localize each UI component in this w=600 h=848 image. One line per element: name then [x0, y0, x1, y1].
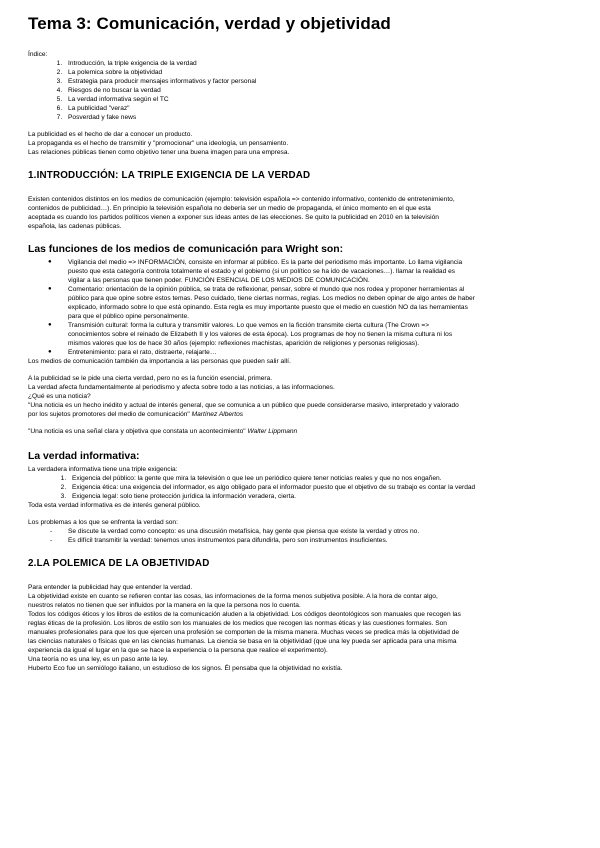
section-2-body: [28, 583, 576, 673]
definition-line: La publicidad es el hecho de dar a conocer un producto.: [28, 131, 193, 138]
index-item: 5. La verdad informativa según el TC: [64, 95, 576, 104]
function-line: ● Comentario: orientación de la opinión pública, se trata de reflexionar, pensar, sobre el mundo que nos rodea y proponer herramientas al: [68, 286, 465, 293]
paragraph-line: experiencia da igual el lugar en la que se hace la experiencia o la persona que realice el experimento).: [28, 647, 328, 654]
function-item: [68, 285, 576, 321]
paragraph-line: Una teoría no es una ley, es un paso ante la ley.: [28, 656, 169, 663]
quote-line: [28, 427, 576, 436]
paragraph-line: contenidos de publicidad…). En principio la televisión española no debería ser un medio de propaganda, el único momento en el que esta: [28, 205, 431, 212]
function-line: vigilar a las personas que tienen poder. FUNCIÓN ESENCIAL DE LOS MEDIOS DE COMUNICACIÓN.: [68, 277, 370, 284]
function-line: público para que opine sobre estos temas. Peso cuidado, tiene ciertas normas, reglas. Los medios no deben opinar de algo antes de haber: [68, 295, 475, 302]
paragraph-line: española, las cadenas públicas.: [28, 223, 122, 230]
index-label: Índice:: [28, 51, 48, 58]
paragraph-line: las ciencias naturales o físicas que en las ciencias humanas. La ciencia se basa en la objetividad (que una ley pueda ser aplicada para una misma: [28, 638, 457, 645]
index-item: 2. La polemica sobre la objetividad: [64, 68, 576, 77]
function-item: [68, 321, 576, 348]
function-item: [68, 258, 576, 285]
exigencia-item: 2. Exigencia ética: una exigencia del informador, es algo obligado para el informador puesto que el objetivo de su trabajo es contar la verdad: [68, 483, 576, 492]
paragraph-line: La objetividad existe en cuanto se refieren contar las cosas, las informaciones de la forma menos subjetiva posible. A la hora de contar algo,: [28, 593, 438, 600]
index-item: 1. Introducción, la triple exigencia de la verdad: [64, 59, 576, 68]
function-line: para que el público opine personalmente.: [68, 313, 189, 320]
paragraph-line: A la publicidad se le pide una cierta verdad, pero no es la función esencial, primera.: [28, 375, 273, 382]
verdad-informativa-block: [28, 465, 576, 545]
definition-line: La propaganda es el hecho de transmitir y "promocionar" una ideología, un pensamiento.: [28, 140, 289, 147]
paragraph-line: ¿Qué es una noticia?: [28, 393, 91, 400]
paragraph-line: La verdad afecta fundamentalmente al periodismo y afecta sobre todo a las noticias, a las informaciones.: [28, 384, 335, 391]
quote-line: [28, 410, 576, 419]
paragraph-line: Los medios de comunicación también da importancia a las personas que pueden salir allí.: [28, 358, 291, 365]
functions-heading: Las funciones de los medios de comunicación para Wright son:: [28, 244, 344, 255]
exigencia-item: 1. Exigencia del público: la gente que mira la televisión o que lee un periódico quiere tener noticias reales y que no nos engañen.: [68, 474, 576, 483]
function-line: conocimientos sobre el reinado de Elizabeth II y los valores de esta época). Los programas de hoy no tienen la misma cultura ni los: [68, 331, 453, 338]
quote-text: por los sujetos promotores del medio de comunicación": [28, 411, 190, 418]
function-item: [68, 348, 576, 357]
paragraph-line: reglas éticas de la profesión. Los libros de estilo son los manuales de los medios que recogen las normas éticas y las cuestiones formales. Son: [28, 620, 447, 627]
index-item: 3. Estrategia para producir mensajes informativos y factor personal: [64, 77, 576, 86]
paragraph-line: nuestros relatos no tienen que ser influidos por la manera en la que la persona nos lo cuenta.: [28, 602, 301, 609]
exigencia-item: 3. Exigencia legal: solo tiene protección jurídica la información veradera, cierta.: [68, 492, 576, 501]
quote-text: "Una noticia es una señal clara y objetiva que constata un acontecimiento": [28, 428, 246, 435]
paragraph-line: Para entender la publicidad hay que entender la verdad.: [28, 584, 193, 591]
verdad-informativa-heading: La verdad informativa:: [28, 451, 140, 462]
function-line: mismos valores que los de hace 30 años (ejemplo: reflexiones machistas, aparición de religiones y personas religiosas).: [68, 340, 420, 347]
function-line: ● Vigilancia del medio => INFORMACIÓN, consiste en informar al público. Es la parte del periodismo más importante. Lo llama vigilancia: [68, 259, 463, 266]
problem-item: - Se discute la verdad como concepto: es una discusión metafísica, hay gente que piensa que existe la verdad y otros no.: [68, 527, 576, 536]
page-title: Tema 3: Comunicación, verdad y objetividad: [28, 14, 391, 33]
document-page: [28, 14, 576, 673]
problems-list: [28, 527, 576, 545]
quote-author: Walter Lippmann: [247, 428, 298, 435]
paragraph-line: Toda esta verdad informativa es de interés general público.: [28, 502, 201, 509]
paragraph-line: Todos los códigos éticos y los libros de estilos de la comunicación aluden a la objetividad. Los códigos deontológicos son manuales que recogen las: [28, 611, 461, 618]
index-item: 7. Posverdad y fake news: [64, 113, 576, 122]
functions-list: [28, 258, 576, 357]
function-line: explicado, informado sobre lo que está opinando. Esta regla es muy importante puesto que el medio en cuestión NO da las herramientas: [68, 304, 468, 311]
problem-item: - Es difícil transmitir la verdad: tenemos unos instrumentos para difundirla, pero son instrumentos insuficientes.: [68, 536, 576, 545]
section-1-heading: 1.INTRODUCCIÓN: LA TRIPLE EXIGENCIA DE LA VERDAD: [28, 170, 311, 181]
paragraph-line: manuales profesionales para que los que ejercen una profesión se comporten de la misma manera. Muchas veces se predica más la objetividad de: [28, 629, 460, 636]
definition-line: Las relaciones públicas tienen como objetivo tener una buena imagen para una empresa.: [28, 149, 290, 156]
quote-author: Martínez Albertos: [191, 411, 244, 418]
section-2-heading: 2.LA POLEMICA DE LA OBJETIVIDAD: [28, 558, 210, 569]
truth-block: [28, 374, 576, 436]
index-item: 6. La publicidad "veraz": [64, 104, 576, 113]
paragraph-line: Huberto Eco fue un semiólogo italiano, un estudioso de los signos. Él pensaba que la objetividad no existía.: [28, 665, 343, 672]
quote-line: "Una noticia es un hecho inédito y actual de interés general, que se comunica a un público que puede considerarse masivo, interpretado y valorado: [28, 402, 459, 409]
definitions: [28, 130, 576, 157]
paragraph-line: Los problemas a los que se enfrenta la verdad son:: [28, 519, 178, 526]
function-line: ● Transmisión cultural: forma la cultura y transmitir valores. Lo que vemos en la ficción transmite cierta cultura (The Crown =>: [68, 322, 430, 329]
section-1-intro: [28, 195, 576, 231]
index-item: 4. Riesgos de no buscar la verdad: [64, 86, 576, 95]
exigencias-list: [28, 474, 576, 501]
function-line: ● Entretenimiento: para el rato, distraerte, relajarte…: [68, 349, 217, 356]
index-block: [28, 50, 576, 122]
index-list: [28, 59, 576, 122]
paragraph-line: aceptada es cuando los partidos políticos vienen a exponer sus ideas antes de las elecciones. Se quito la publicidad en 2010 en la televisión: [28, 214, 439, 221]
function-line: puesto que esta categoría controla totalmente el estado y el gobierno (si un político se ha ido de vacaciones…). llamar la realidad es: [68, 268, 456, 275]
paragraph-line: La verdadera informativa tiene una triple exigencia:: [28, 466, 178, 473]
paragraph-line: Existen contenidos distintos en los medios de comunicación (ejemplo: televisión española => contenido informativo, contenido de entretenimiento,: [28, 196, 455, 203]
